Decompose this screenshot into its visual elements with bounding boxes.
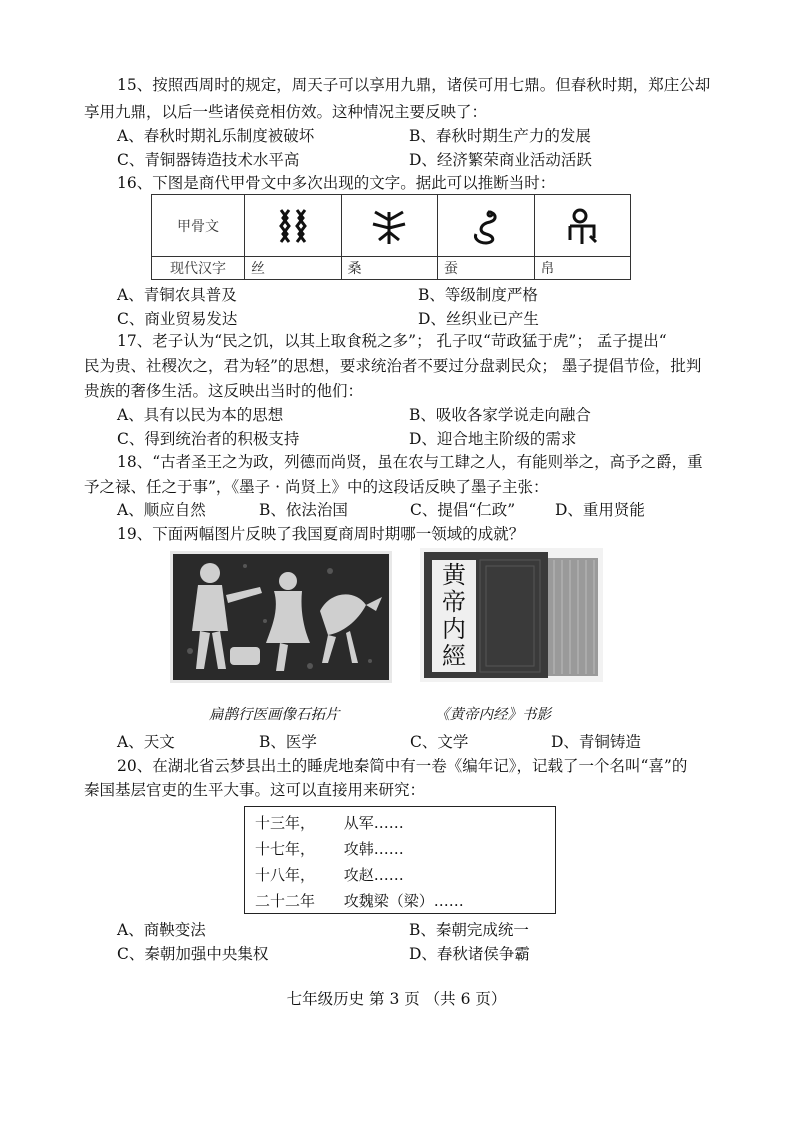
- chronicle-box: [244, 806, 556, 914]
- q19-option-c: C、文学: [410, 733, 469, 751]
- q20-option-a: A、商鞅变法: [117, 921, 206, 939]
- q16-stem-line1: 16、下图是商代甲骨文中多次出现的文字。据此可以推断当时：: [117, 174, 556, 192]
- q15-option-a: A、春秋时期礼乐制度被破坏: [117, 127, 315, 145]
- book-title-char: 内: [442, 615, 466, 643]
- chronicle-year: 十三年，: [255, 814, 316, 832]
- chronicle-event: 攻赵……: [343, 866, 404, 884]
- q17-stem-line3: 贵族的奢侈生活。这反映出当时的他们：: [84, 382, 364, 400]
- q15-stem-line2: 享用九鼎，以后一些诸侯竞相仿效。这种情况主要反映了：: [84, 103, 488, 121]
- q15-stem-line1: 15、按照西周时的规定，周天子可以享用九鼎，诸侯可用七鼎。但春秋时期，郑庄公却: [117, 76, 711, 94]
- oracle-bo-icon: [562, 206, 602, 246]
- q17-stem-line1: 17、老子认为“民之饥，以其上取食税之多”； 孔子叹“苛政猛于虎”； 孟子提出“: [117, 332, 667, 350]
- q20-option-b: B、秦朝完成统一: [409, 921, 529, 939]
- q16-option-a: A、青铜农具普及: [117, 286, 237, 304]
- q15-option-d: D、经济繁荣商业活动活跃: [409, 151, 592, 169]
- image2-caption: 《黄帝内经》书影: [435, 707, 551, 723]
- bian-que-rubbing-image: [170, 551, 392, 683]
- image1-caption: 扁鹊行医画像石拓片: [209, 707, 340, 723]
- q17-stem-line2: 民为贵、社稷次之，君为轻”的思想，要求统治者不要过分盘剥民众； 墨子提倡节俭，批判: [84, 357, 702, 375]
- chronicle-entry: [255, 890, 464, 911]
- modern-char-cell: 丝: [245, 257, 342, 280]
- oracle-si-icon: [273, 206, 313, 246]
- modern-char-cell: 帛: [534, 257, 631, 280]
- q20-stem-line1: 20、在湖北省云梦县出土的睡虎地秦简中有一卷《编年记》，记载了一个名叫“喜”的: [117, 757, 688, 775]
- modern-row: [152, 257, 631, 280]
- chronicle-entry: [255, 864, 404, 885]
- chronicle-event: 攻魏梁（梁）……: [343, 892, 464, 910]
- chronicle-event: 攻韩……: [343, 840, 404, 858]
- q15-option-b: B、春秋时期生产力的发展: [409, 127, 591, 145]
- chronicle-year: 十八年，: [255, 866, 316, 884]
- oracle-can-icon: [466, 206, 506, 246]
- q16-option-d: D、丝织业已产生: [418, 310, 539, 328]
- oracle-glyph-cell: [534, 195, 631, 257]
- q18-option-c: C、提倡“仁政”: [410, 501, 516, 519]
- chronicle-year: 二十二年: [255, 892, 316, 910]
- book-title-char: 經: [442, 642, 466, 670]
- chronicle-year: 十七年，: [255, 840, 316, 858]
- oracle-bone-table: [151, 194, 631, 280]
- book-title-char: 帝: [442, 588, 466, 616]
- q19-option-b: B、医学: [259, 733, 317, 751]
- book-title-char: 黄: [442, 561, 466, 589]
- q16-option-c: C、商业贸易发达: [117, 310, 238, 328]
- q18-option-a: A、顺应自然: [117, 501, 206, 519]
- q18-stem-line1: 18、“古者圣王之为政，列德而尚贤，虽在农与工肆之人，有能则举之，高予之爵，重: [117, 453, 703, 471]
- oracle-sang-icon: [369, 206, 409, 246]
- q20-option-c: C、秦朝加强中央集权: [117, 945, 269, 963]
- chronicle-entry: [255, 838, 404, 859]
- q17-option-a: A、具有以民为本的思想: [117, 406, 284, 424]
- q17-option-b: B、吸收各家学说走向融合: [409, 406, 591, 424]
- huangdi-neijing-book-image: [420, 548, 603, 682]
- modern-char-cell: 蚕: [438, 257, 535, 280]
- q18-stem-line2: 予之禄、任之于事”，《墨子 · 尚贤上》中的这段话反映了墨子主张：: [84, 478, 549, 496]
- q17-option-c: C、得到统治者的积极支持: [117, 430, 300, 448]
- oracle-glyph-cell: [438, 195, 535, 257]
- chronicle-entry: [255, 812, 404, 833]
- oracle-glyph-cell: [245, 195, 342, 257]
- book-title-label: [432, 562, 476, 670]
- q18-option-d: D、重用贤能: [555, 501, 645, 519]
- q19-option-a: A、天文: [117, 733, 175, 751]
- q17-option-d: D、迎合地主阶级的需求: [409, 430, 577, 448]
- oracle-label: 甲骨文: [152, 195, 245, 257]
- page-footer: 七年级历史 第 3 页 （共 6 页）: [286, 990, 507, 1008]
- oracle-row: [152, 195, 631, 257]
- modern-label: 现代汉字: [152, 257, 245, 280]
- q16-option-b: B、等级制度严格: [418, 286, 538, 304]
- q15-option-c: C、青铜器铸造技术水平高: [117, 151, 300, 169]
- q18-option-b: B、依法治国: [259, 501, 348, 519]
- q19-stem-line1: 19、下面两幅图片反映了我国夏商周时期哪一领域的成就？: [117, 525, 525, 543]
- modern-char-cell: 桑: [341, 257, 438, 280]
- oracle-glyph-cell: [341, 195, 438, 257]
- q20-stem-line2: 秦国基层官吏的生平大事。这可以直接用来研究：: [84, 781, 426, 799]
- q19-option-d: D、青铜铸造: [551, 733, 641, 751]
- q20-option-d: D、春秋诸侯争霸: [409, 945, 530, 963]
- chronicle-event: 从军……: [343, 814, 404, 832]
